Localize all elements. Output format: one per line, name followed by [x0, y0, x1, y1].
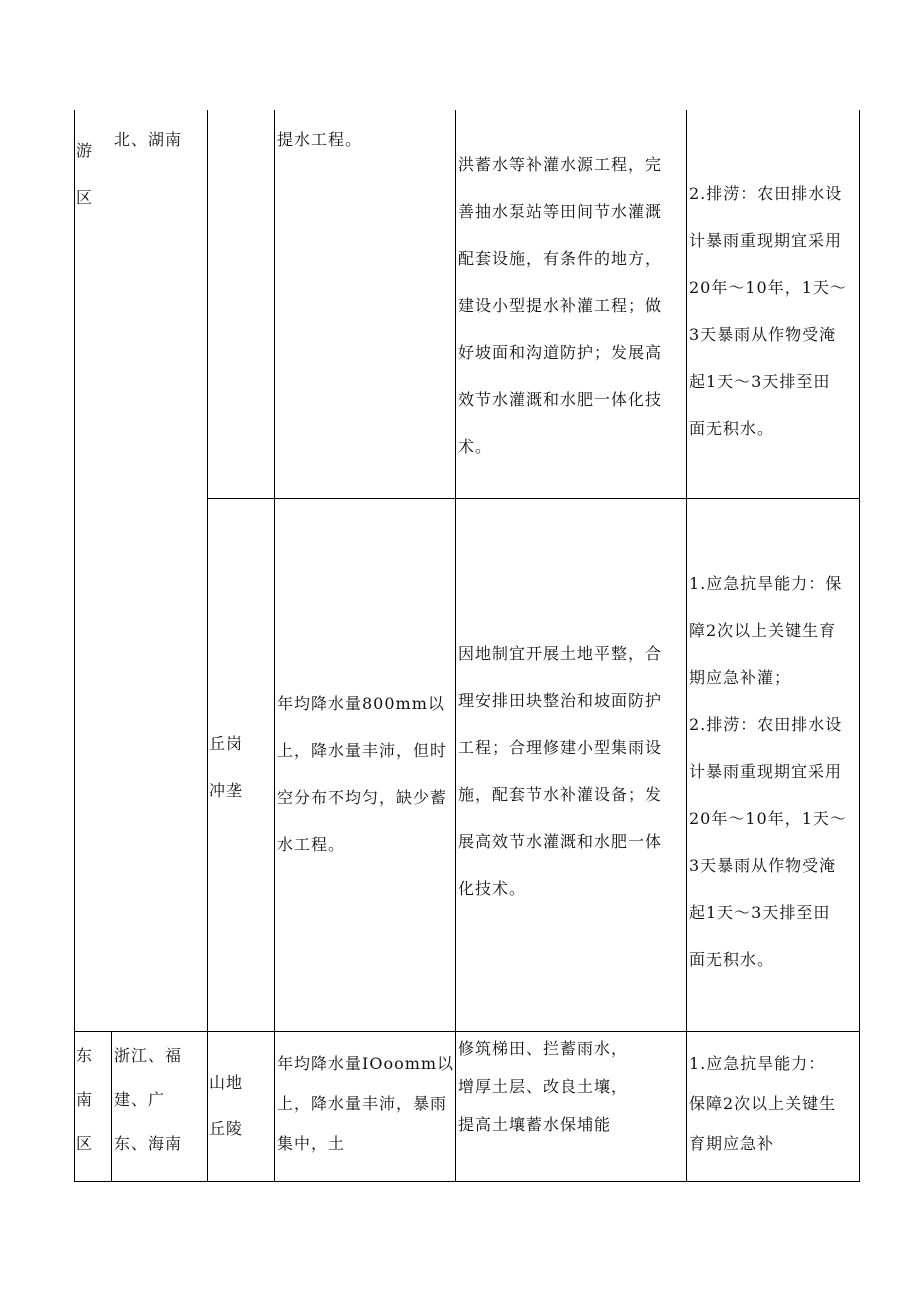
text-line: 面无积水。 — [689, 419, 775, 438]
table-column-divider — [686, 110, 687, 1181]
text-line: 增厚土层、改良土壤， — [458, 1077, 629, 1096]
text-line: 区 — [76, 1134, 94, 1153]
text-line: 水工程。 — [277, 835, 346, 854]
text-line: 施，配套节水补灌设备；发 — [458, 785, 663, 804]
text-line: 集中，土 — [277, 1134, 346, 1153]
text-line: 善抽水泵站等田间节水灌溉 — [458, 202, 663, 221]
text-line: 配套设施，有条件的地方， — [458, 249, 663, 268]
table-column-divider — [455, 110, 456, 1181]
text-line: 化技术。 — [458, 879, 527, 898]
text-line: 期应急补灌； — [689, 668, 792, 687]
table-column-divider — [274, 110, 275, 1181]
text-line: 浙江、福 — [114, 1046, 183, 1065]
text-line: 空分布不均匀，缺少蓄 — [277, 788, 448, 807]
cell-conditions — [277, 1044, 454, 1164]
text-line: 20年～10年，1天～ — [689, 809, 847, 828]
text-line: 3天暴雨从作物受淹 — [689, 325, 837, 344]
text-line: 东、海南 — [114, 1134, 183, 1153]
text-line: 起1天～3天排至田 — [689, 903, 831, 922]
text-line: 1.应急抗旱能力： — [689, 1054, 826, 1073]
text-line: 上，降水量丰沛，但时 — [277, 741, 448, 760]
table-border-left — [74, 110, 75, 1181]
text-line: 3天暴雨从作物受淹 — [689, 856, 837, 875]
cell-conditions — [277, 680, 447, 868]
text-line: 东 — [76, 1046, 94, 1065]
text-line: 面无积水。 — [689, 950, 775, 969]
table-column-divider — [207, 110, 208, 1181]
text-line: 建、广 — [114, 1090, 166, 1109]
text-line: 年均降水量800mm以 — [277, 694, 445, 713]
text-line: 山地 — [209, 1073, 244, 1092]
cell-provinces: 北、湖南 — [114, 130, 183, 149]
table-column-divider — [111, 1031, 112, 1181]
text-line: 工程；合理修建小型集雨设 — [458, 738, 663, 757]
text-line: 术。 — [458, 437, 493, 456]
text-line: 2.排涝：农田排水设 — [689, 715, 843, 734]
cell-standards — [689, 560, 847, 983]
text-line: 保障2次以上关键生 — [689, 1094, 837, 1113]
text-line: 理安排田块整治和坡面防护 — [458, 691, 663, 710]
text-line: 上，降水量丰沛，暴雨 — [277, 1094, 448, 1113]
text-line: 好坡面和沟道防护；发展高 — [458, 343, 663, 362]
cell-conditions: 提水工程。 — [277, 130, 363, 149]
text-line: 计暴雨重现期宜采用 — [689, 231, 843, 250]
text-line: 展高效节水灌溉和水肥一体 — [458, 832, 663, 851]
text-line: 效节水灌溉和水肥一体化技 — [458, 390, 663, 409]
cell-region — [76, 1034, 93, 1166]
text-line: 起1天～3天排至田 — [689, 372, 831, 391]
cell-terrain — [209, 720, 243, 814]
text-line: 2.排涝：农田排水设 — [689, 184, 843, 203]
text-line: 因地制宜开展土地平整，合 — [458, 644, 663, 663]
cell-measures — [458, 141, 662, 470]
cell-provinces — [114, 1034, 182, 1166]
text-line: 南 — [76, 1090, 94, 1109]
text-line: 障2次以上关键生育 — [689, 621, 837, 640]
text-line: 20年～10年，1天～ — [689, 278, 847, 297]
table-border-bottom — [74, 1181, 860, 1182]
text-line: 年均降水量IOoomm以 — [277, 1054, 455, 1073]
table-row-divider — [207, 498, 860, 499]
cell-measures — [458, 1030, 628, 1144]
text-line: 洪蓄水等补灌水源工程，完 — [458, 155, 663, 174]
text-line: 修筑梯田、拦蓄雨水， — [458, 1039, 629, 1058]
text-line: 建设小型提水补灌工程；做 — [458, 296, 663, 315]
text-line: 1.应急抗旱能力：保 — [689, 574, 843, 593]
text-line: 提高土壤蓄水保埔能 — [458, 1115, 612, 1134]
cell-measures — [458, 630, 662, 912]
cell-standards — [689, 170, 847, 452]
cell-region: 游 区 — [76, 141, 94, 207]
text-line: 丘陵 — [209, 1119, 244, 1138]
cell-standards — [689, 1044, 836, 1164]
text-line: 育期应急补 — [689, 1134, 775, 1153]
text-line: 丘岗 — [209, 734, 244, 753]
text-line: 冲垄 — [209, 781, 244, 800]
table-border-right — [859, 110, 860, 1181]
text-line: 计暴雨重现期宜采用 — [689, 762, 843, 781]
cell-terrain — [209, 1060, 243, 1152]
